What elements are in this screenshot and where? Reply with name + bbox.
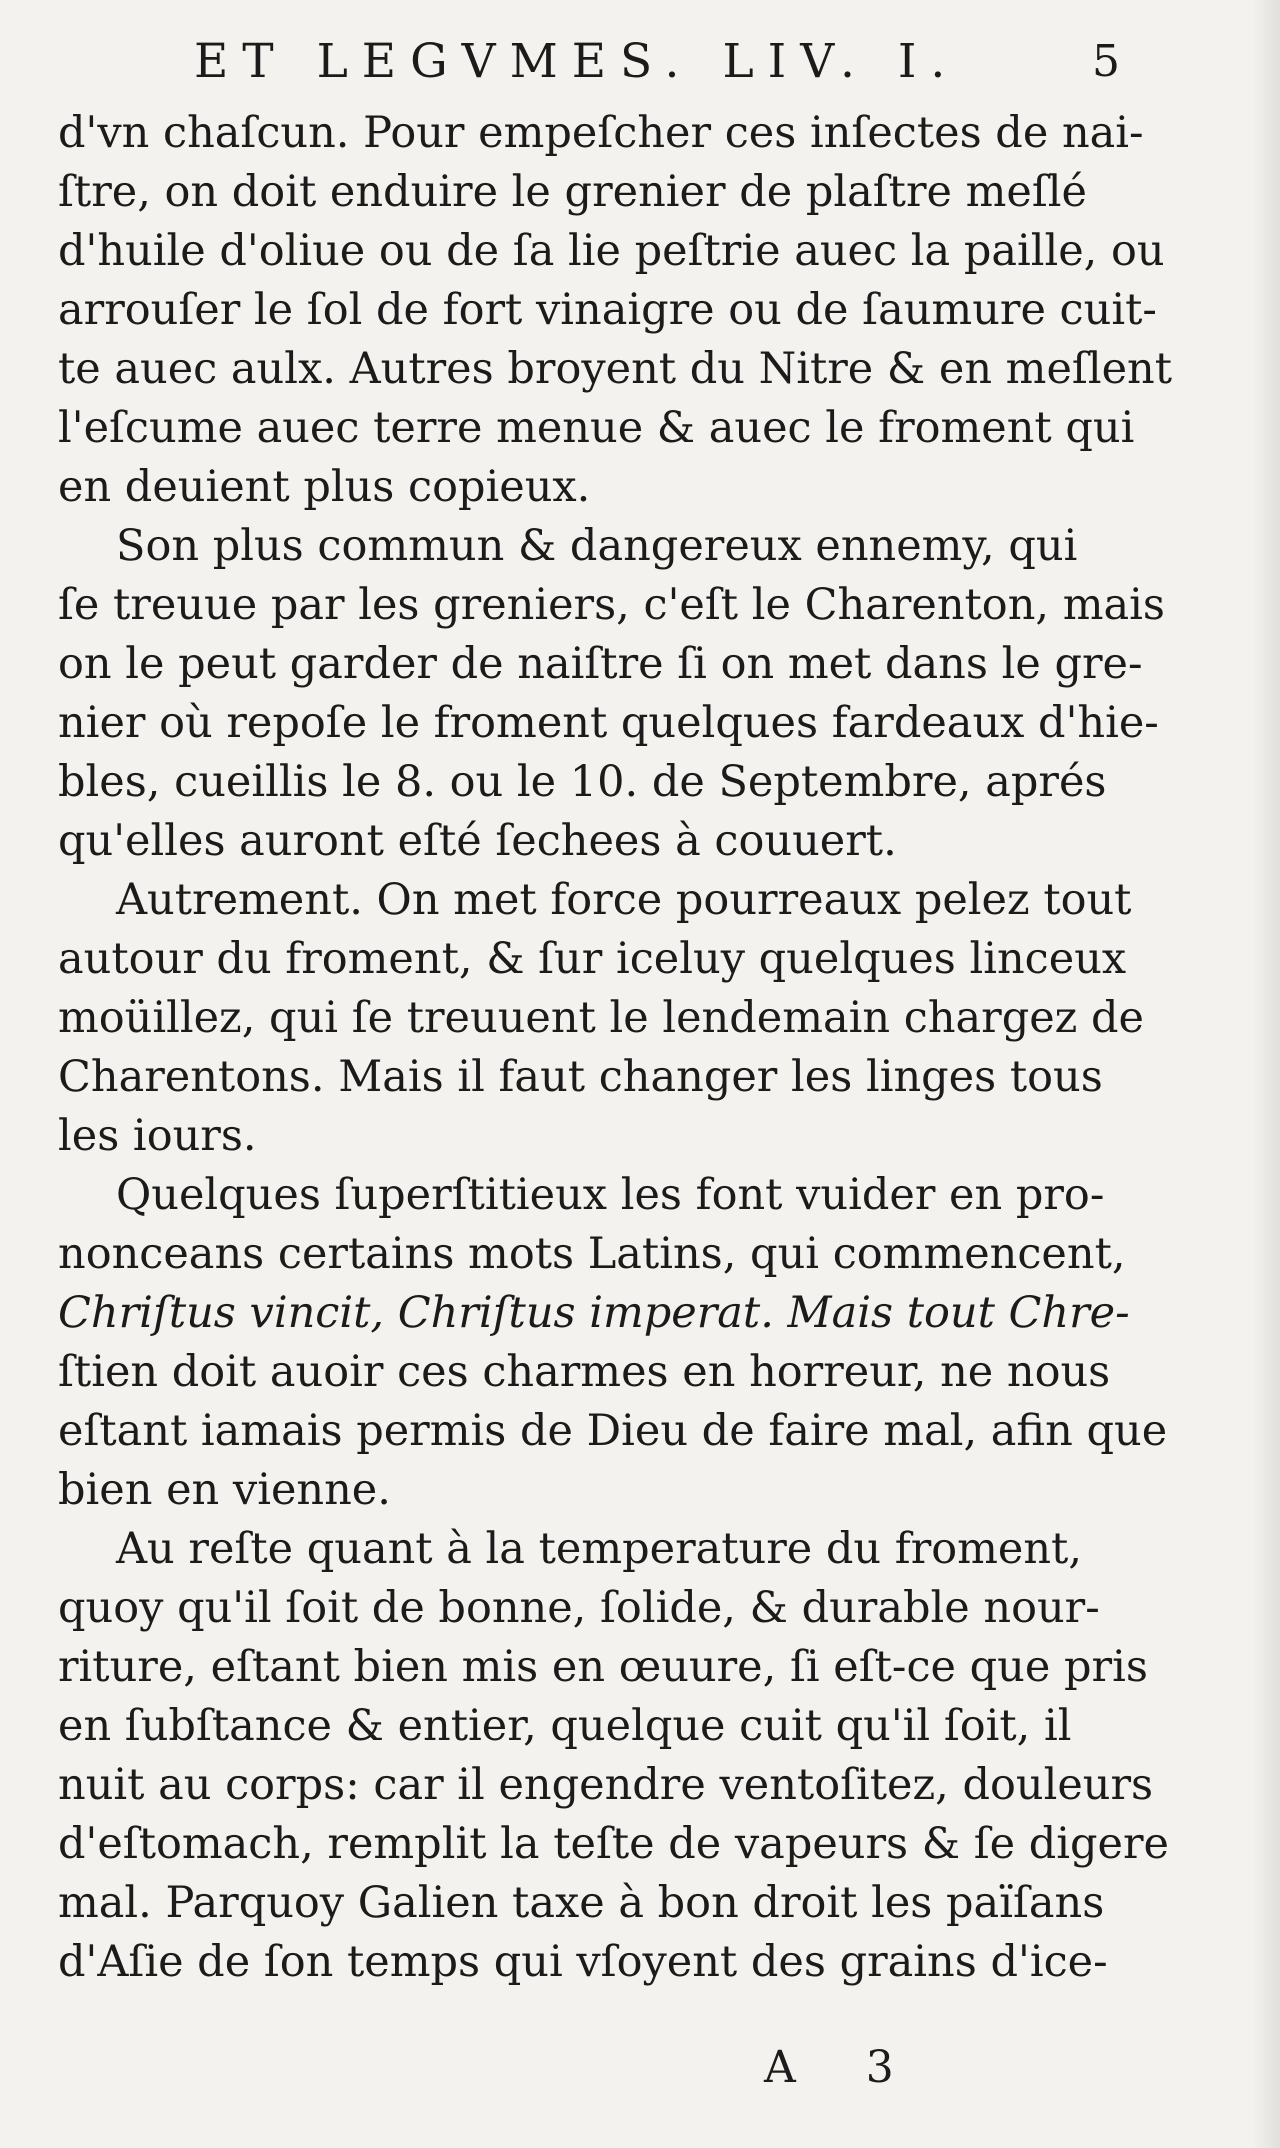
text-line-28: en ſubſtance & entier, quelque cuit qu'il ſoit, il [58, 1701, 1072, 1751]
page-edge-shadow [1252, 0, 1280, 2148]
text-line-21: Chriſtus vincit, Chriſtus imperat. Mais tout Chre- [58, 1288, 1130, 1338]
text-line-7: en deuient plus copieux. [58, 462, 591, 512]
text-line-1: d'vn chaſcun. Pour empeſcher ces inſectes de nai- [58, 108, 1144, 158]
text-line-20: nonceans certains mots Latins, qui commencent, [58, 1229, 1126, 1279]
text-line-32: d'Aſie de ſon temps qui vſoyent des grains d'ice- [58, 1937, 1108, 1987]
text-line-27: riture, eſtant bien mis en œuure, ſi eſt-ce que pris [58, 1642, 1148, 1692]
page-header [58, 20, 1118, 104]
text-line-5: te auec aulx. Autres broyent du Nitre & en meſlent [58, 344, 1172, 394]
running-title: ET LEGVMES. LIV. I. [194, 34, 960, 89]
text-line-2: ſtre, on doit enduire le grenier de plaſtre meſlé [58, 167, 1087, 217]
text-line-12: bles, cueillis le 8. ou le 10. de Septembre, aprés [58, 757, 1107, 807]
text-line-26: quoy qu'il ſoit de bonne, ſolide, & durable nour- [58, 1583, 1100, 1633]
text-line-17: Charentons. Mais il faut changer les linges tous [58, 1052, 1103, 1102]
text-line-31: mal. Parquoy Galien taxe à bon droit les païſans [58, 1878, 1105, 1928]
text-line-6: l'eſcume auec terre menue & auec le froment qui [58, 403, 1135, 453]
text-line-8: Son plus commun & dangereux ennemy, qui [116, 521, 1078, 571]
text-line-23: eſtant iamais permis de Dieu de faire mal, afin que [58, 1406, 1168, 1456]
text-line-24: bien en vienne. [58, 1465, 391, 1515]
text-line-10: on le peut garder de naiſtre ſi on met dans le gre- [58, 639, 1143, 689]
text-line-14: Autrement. On met force pourreaux pelez tout [116, 875, 1132, 925]
page-number: 5 [1092, 36, 1120, 87]
text-line-18: les iours. [58, 1111, 257, 1161]
text-line-13: qu'elles auront eſté ſechees à couuert. [58, 816, 897, 866]
text-line-3: d'huile d'oliue ou de ſa lie peſtrie auec la paille, ou [58, 226, 1165, 276]
text-line-29: nuit au corps: car il engendre ventoſitez, douleurs [58, 1760, 1154, 1810]
text-line-4: arrouſer le ſol de fort vinaigre ou de ſaumure cuit- [58, 285, 1157, 335]
text-line-25: Au reſte quant à la temperature du froment, [116, 1524, 1083, 1574]
text-line-19: Quelques ſuperſtitieux les font vuider en pro- [116, 1170, 1105, 1220]
text-line-9: ſe treuue par les greniers, c'eſt le Charenton, mais [58, 580, 1165, 630]
text-line-30: d'eſtomach, remplit la teſte de vapeurs & ſe digere [58, 1819, 1170, 1869]
text-line-11: nier où repoſe le froment quelques fardeaux d'hie- [58, 698, 1159, 748]
signature-mark: A 3 [764, 2042, 922, 2093]
text-line-22: ſtien doit auoir ces charmes en horreur, ne nous [58, 1347, 1111, 1397]
page-text-block [58, 20, 1172, 1992]
text-line-16: moüillez, qui ſe treuuent le lendemain chargez de [58, 993, 1144, 1043]
text-line-15: autour du froment, & ſur iceluy quelques linceux [58, 934, 1127, 984]
